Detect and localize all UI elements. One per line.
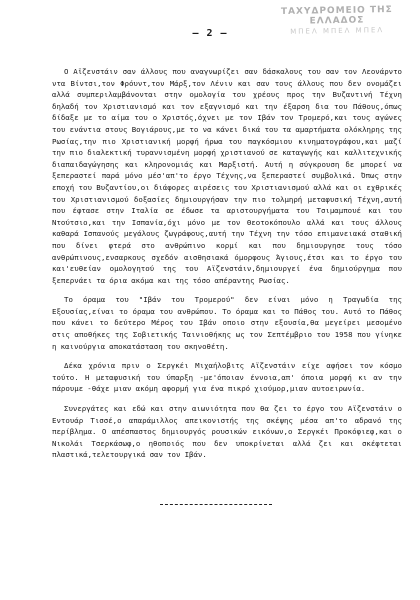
document-body bbox=[52, 66, 402, 469]
paragraph-1: Ο Αϊζενστάιν σαν άλλους που αναγνωρίζει σαν δάσκαλους του σαν τον Λεονάρντο ντα Βίντσι,τον Φρόυντ,τον Μάρξ,τον Λένιν και σαν τους άλλους που δεν ονομάζει αλλά συμπεριλαμβάνονται στην ομολογία του χρέους προς την Βυζαντινή Τέχνη δηλαδή τον Χριστιανισμό και τον εξαγνισμό και την έξαρση δια του Πάθους,όπως δίδαξε με το αίμα του ο Χριστός,όχνει με τον Ιβάν τον Τρομερό,και τους αγώνες του ενάντια στους Βογιάρους,με το να κάνει δικά του τα αμαρτήματα ολόκληρης της Ρωσίας,την πιο Χριστιανική μορφή ήρωα του παγκόσμιου κινηματογράφου,και μαζί την πιο διαλεκτική τυραννισμένη μορφή χριστιανού σε καταγωγής και καλλιτεχνικής διαπαιδαγώγησης και κληρονομιάς και Μαρξιστή. Αυτή η σύγκρουση δε μπορεί να ξεπεραστεί παρά μόνο μέσ'απ'το έργο Τέχνης,να ξεπεραστεί συμβολικά. Όπως στην εποχή του Βυζαντίου,οι διάφορες αιρέσεις του Χριστιανισμού αλλά και οι εχθρικές του Χριστιανισμού δοξασίες δημιουργήσαν την πιο τολμηρή μεταφυσική Τέχνη,αυτή που έφτασε στην Ιταλία σε έδωσε τα αριστουργήματα του Τσιμαμπουέ και του Ντούτσιο,και την Ισπανία,όχι μόνο με τον Θεοτοκόπουλο αλλά και τους άλλους καθαρά Ισπανούς μεγάλους ζωγράφους,αυτή την Τέχνη την τόσο επιμανειακά σταθική που δίνει φτερά στο ανθρώπινο κορμί και που δημιουργησε τους τόσο ανθρώπινους,ενσαρκους σχεδόν αισθησιακά όμορφους Άγιους,έτσι και το έργο του και'ευθείαν ομολογητού της του Αϊζενστάιν,δημιουργεί ένα δημιούργημα που ξεπερνάει τα όρια ακόμα και της τόσο απέραντης Ρωσίας. bbox=[52, 67, 402, 285]
stamp-line-1: ΤΑΧΥΔΡΟΜΕΙΟ ΤΗΣ ΕΛΛΑΔΟΣ bbox=[280, 5, 393, 27]
paragraph-2: Το όραμα του "Ιβάν του Τρομερού" δεν είναι μόνο η Τραγωδία της Εξουσίας,είναι το όραμα του ανθρώπου. Το όραμα και το Πάθος του. Αυτό το Πάθος που κάνει το δεύτερο Μέρος του Ιβάν οποιο στην εξουσία,θα μεγείρει μεσομένο στις αποθήκες της Σοβιετικής Ταινιοθήκης ως τον Σεπτέμβριο του 1958 που γίνηκε η καινούργια αποκατάσταση του σκηνοθέτη. bbox=[52, 295, 402, 351]
page-number: — 2 — bbox=[192, 28, 228, 39]
stamp-line-2: ΜΠΕΛ ΜΠΕΛ ΜΠΕΛ bbox=[290, 26, 385, 36]
paragraph-3: Δέκα χρόνια πριν ο Σεργκέι Μιχαήλοβιτς Αϊζενστάιν είχε αφήσει τον κόσμο τούτο. Η μεταφυσική του ύπαρξη -με'όποιαν έννοια,απ' όποια μορφή κι αν την πάρουμε -θάχε μιαν ακόμη αφορμή για ένα πικρό χιούμορ,μιαν αυτοειρωνία. bbox=[52, 361, 402, 394]
paragraph-4: Συνεργάτες και εδώ και στην αιωνιότητα που θα ζει το έργο του Αϊζενστάιν ο Εντουάρ Τισσέ,ο απαράμιλλος απεικονιστής της σκέψης μέσα απ'το αδρανό της περίβλημα. Ο απέσπαστος δημιουργός ρουσικών εικόνων,ο Σεργκέι Προκόφιεφ,και ο Νικολάι Τσερκάσωφ,ο ηθοποιός που δεν υποκρίνεται αλλά ζει και σκέφτεται πλαστικά,τελετουργικά σαν τον Ιβάν. bbox=[52, 404, 402, 460]
end-divider bbox=[160, 504, 272, 505]
